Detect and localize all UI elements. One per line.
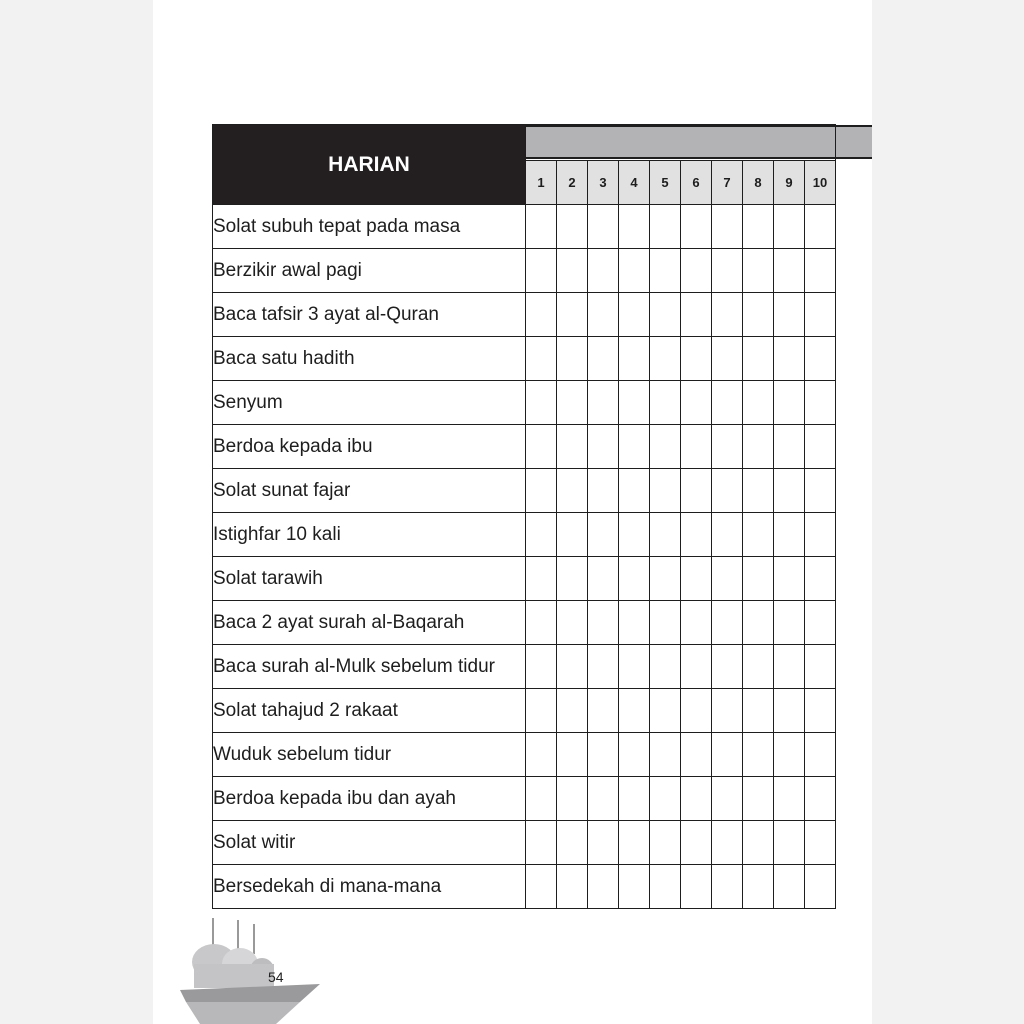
check-cell-day-10[interactable] <box>805 249 836 293</box>
day-header-1: 1 <box>526 161 557 205</box>
check-cell-day-5[interactable] <box>650 249 681 293</box>
check-cell-day-7[interactable] <box>712 865 743 909</box>
check-cell-day-7[interactable] <box>712 601 743 645</box>
check-cell-day-3[interactable] <box>588 821 619 865</box>
activity-label: Wuduk sebelum tidur <box>213 733 526 777</box>
check-cell-day-7[interactable] <box>712 249 743 293</box>
activity-label: Berdoa kepada ibu dan ayah <box>213 777 526 821</box>
check-cell-day-9[interactable] <box>774 777 805 821</box>
check-cell-day-7[interactable] <box>712 645 743 689</box>
check-cell-day-10[interactable] <box>805 469 836 513</box>
check-cell-day-2[interactable] <box>557 381 588 425</box>
activity-label: Solat tahajud 2 rakaat <box>213 689 526 733</box>
check-cell-day-4[interactable] <box>619 557 650 601</box>
check-cell-day-4[interactable] <box>619 689 650 733</box>
check-cell-day-10[interactable] <box>805 733 836 777</box>
check-cell-day-5[interactable] <box>650 821 681 865</box>
check-cell-day-5[interactable] <box>650 865 681 909</box>
check-cell-day-1[interactable] <box>526 425 557 469</box>
check-cell-day-2[interactable] <box>557 469 588 513</box>
check-cell-day-5[interactable] <box>650 381 681 425</box>
check-cell-day-3[interactable] <box>588 645 619 689</box>
table-row <box>213 821 836 865</box>
check-cell-day-4[interactable] <box>619 601 650 645</box>
check-cell-day-6[interactable] <box>681 689 712 733</box>
day-header-9: 9 <box>774 161 805 205</box>
check-cell-day-10[interactable] <box>805 205 836 249</box>
check-cell-day-5[interactable] <box>650 777 681 821</box>
check-cell-day-2[interactable] <box>557 733 588 777</box>
check-cell-day-1[interactable] <box>526 689 557 733</box>
table-row <box>213 557 836 601</box>
check-cell-day-1[interactable] <box>526 249 557 293</box>
table-row <box>213 469 836 513</box>
check-cell-day-2[interactable] <box>557 821 588 865</box>
check-cell-day-4[interactable] <box>619 821 650 865</box>
check-cell-day-8[interactable] <box>743 337 774 381</box>
page-number: 54 <box>268 969 284 985</box>
check-cell-day-2[interactable] <box>557 249 588 293</box>
table-row <box>213 645 836 689</box>
check-cell-day-7[interactable] <box>712 425 743 469</box>
check-cell-day-7[interactable] <box>712 777 743 821</box>
check-cell-day-10[interactable] <box>805 645 836 689</box>
check-cell-day-2[interactable] <box>557 557 588 601</box>
check-cell-day-9[interactable] <box>774 733 805 777</box>
check-cell-day-10[interactable] <box>805 601 836 645</box>
check-cell-day-2[interactable] <box>557 205 588 249</box>
activity-label: Berzikir awal pagi <box>213 249 526 293</box>
check-cell-day-1[interactable] <box>526 293 557 337</box>
check-cell-day-5[interactable] <box>650 293 681 337</box>
table-row <box>213 293 836 337</box>
table-row <box>213 733 836 777</box>
check-cell-day-10[interactable] <box>805 337 836 381</box>
check-cell-day-10[interactable] <box>805 865 836 909</box>
activity-label: Berdoa kepada ibu <box>213 425 526 469</box>
check-cell-day-5[interactable] <box>650 689 681 733</box>
check-cell-day-5[interactable] <box>650 513 681 557</box>
check-cell-day-10[interactable] <box>805 777 836 821</box>
activity-label: Solat witir <box>213 821 526 865</box>
check-cell-day-8[interactable] <box>743 821 774 865</box>
check-cell-day-7[interactable] <box>712 557 743 601</box>
check-cell-day-10[interactable] <box>805 293 836 337</box>
check-cell-day-9[interactable] <box>774 425 805 469</box>
check-cell-day-6[interactable] <box>681 205 712 249</box>
check-cell-day-8[interactable] <box>743 865 774 909</box>
check-cell-day-4[interactable] <box>619 205 650 249</box>
check-cell-day-5[interactable] <box>650 469 681 513</box>
check-cell-day-8[interactable] <box>743 425 774 469</box>
check-cell-day-6[interactable] <box>681 469 712 513</box>
activity-label: Senyum <box>213 381 526 425</box>
check-cell-day-1[interactable] <box>526 733 557 777</box>
check-cell-day-2[interactable] <box>557 865 588 909</box>
check-cell-day-3[interactable] <box>588 205 619 249</box>
table-row <box>213 249 836 293</box>
check-cell-day-7[interactable] <box>712 469 743 513</box>
activity-label: Baca satu hadith <box>213 337 526 381</box>
check-cell-day-1[interactable] <box>526 381 557 425</box>
mosque-icon <box>180 918 320 1024</box>
check-cell-day-9[interactable] <box>774 821 805 865</box>
check-cell-day-9[interactable] <box>774 601 805 645</box>
check-cell-day-3[interactable] <box>588 601 619 645</box>
check-cell-day-1[interactable] <box>526 557 557 601</box>
activity-label: Bersedekah di mana-mana <box>213 865 526 909</box>
check-cell-day-8[interactable] <box>743 293 774 337</box>
check-cell-day-5[interactable] <box>650 601 681 645</box>
check-cell-day-5[interactable] <box>650 425 681 469</box>
check-cell-day-2[interactable] <box>557 513 588 557</box>
activity-label: Solat tarawih <box>213 557 526 601</box>
table-row <box>213 777 836 821</box>
day-header-7: 7 <box>712 161 743 205</box>
check-cell-day-10[interactable] <box>805 557 836 601</box>
check-cell-day-6[interactable] <box>681 249 712 293</box>
check-cell-day-6[interactable] <box>681 733 712 777</box>
check-cell-day-4[interactable] <box>619 337 650 381</box>
header-gap <box>526 125 836 161</box>
check-cell-day-3[interactable] <box>588 777 619 821</box>
table-row <box>213 865 836 909</box>
check-cell-day-3[interactable] <box>588 513 619 557</box>
day-header-3: 3 <box>588 161 619 205</box>
check-cell-day-1[interactable] <box>526 777 557 821</box>
check-cell-day-5[interactable] <box>650 733 681 777</box>
table-header-row-top <box>213 125 836 161</box>
check-cell-day-3[interactable] <box>588 689 619 733</box>
check-cell-day-6[interactable] <box>681 821 712 865</box>
check-cell-day-5[interactable] <box>650 337 681 381</box>
check-cell-day-8[interactable] <box>743 689 774 733</box>
check-cell-day-1[interactable] <box>526 337 557 381</box>
check-cell-day-8[interactable] <box>743 469 774 513</box>
check-cell-day-3[interactable] <box>588 865 619 909</box>
check-cell-day-9[interactable] <box>774 865 805 909</box>
check-cell-day-3[interactable] <box>588 249 619 293</box>
check-cell-day-2[interactable] <box>557 425 588 469</box>
check-cell-day-8[interactable] <box>743 205 774 249</box>
check-cell-day-6[interactable] <box>681 865 712 909</box>
check-cell-day-4[interactable] <box>619 865 650 909</box>
check-cell-day-6[interactable] <box>681 293 712 337</box>
day-header-5: 5 <box>650 161 681 205</box>
check-cell-day-4[interactable] <box>619 293 650 337</box>
check-cell-day-3[interactable] <box>588 425 619 469</box>
activity-label: Solat subuh tepat pada masa <box>213 205 526 249</box>
check-cell-day-4[interactable] <box>619 425 650 469</box>
check-cell-day-8[interactable] <box>743 513 774 557</box>
day-header-6: 6 <box>681 161 712 205</box>
table-title: HARIAN <box>213 125 526 205</box>
check-cell-day-7[interactable] <box>712 293 743 337</box>
table-row <box>213 513 836 557</box>
day-header-4: 4 <box>619 161 650 205</box>
check-cell-day-9[interactable] <box>774 293 805 337</box>
check-cell-day-8[interactable] <box>743 601 774 645</box>
daily-tracker-table <box>212 124 836 909</box>
table-row <box>213 689 836 733</box>
check-cell-day-6[interactable] <box>681 601 712 645</box>
check-cell-day-7[interactable] <box>712 381 743 425</box>
check-cell-day-10[interactable] <box>805 381 836 425</box>
check-cell-day-8[interactable] <box>743 645 774 689</box>
check-cell-day-2[interactable] <box>557 293 588 337</box>
check-cell-day-2[interactable] <box>557 689 588 733</box>
check-cell-day-4[interactable] <box>619 777 650 821</box>
check-cell-day-10[interactable] <box>805 425 836 469</box>
check-cell-day-8[interactable] <box>743 733 774 777</box>
table-row <box>213 337 836 381</box>
check-cell-day-2[interactable] <box>557 601 588 645</box>
check-cell-day-7[interactable] <box>712 205 743 249</box>
check-cell-day-7[interactable] <box>712 513 743 557</box>
check-cell-day-6[interactable] <box>681 645 712 689</box>
check-cell-day-1[interactable] <box>526 645 557 689</box>
check-cell-day-1[interactable] <box>526 601 557 645</box>
check-cell-day-9[interactable] <box>774 513 805 557</box>
check-cell-day-3[interactable] <box>588 557 619 601</box>
check-cell-day-2[interactable] <box>557 777 588 821</box>
check-cell-day-3[interactable] <box>588 337 619 381</box>
check-cell-day-9[interactable] <box>774 469 805 513</box>
check-cell-day-7[interactable] <box>712 337 743 381</box>
table-row <box>213 425 836 469</box>
check-cell-day-3[interactable] <box>588 469 619 513</box>
check-cell-day-1[interactable] <box>526 821 557 865</box>
check-cell-day-9[interactable] <box>774 381 805 425</box>
check-cell-day-10[interactable] <box>805 689 836 733</box>
check-cell-day-3[interactable] <box>588 293 619 337</box>
check-cell-day-7[interactable] <box>712 689 743 733</box>
check-cell-day-8[interactable] <box>743 557 774 601</box>
check-cell-day-1[interactable] <box>526 205 557 249</box>
check-cell-day-8[interactable] <box>743 777 774 821</box>
check-cell-day-9[interactable] <box>774 337 805 381</box>
check-cell-day-4[interactable] <box>619 469 650 513</box>
table-row <box>213 601 836 645</box>
activity-label: Baca 2 ayat surah al-Baqarah <box>213 601 526 645</box>
check-cell-day-9[interactable] <box>774 557 805 601</box>
day-header-8: 8 <box>743 161 774 205</box>
check-cell-day-4[interactable] <box>619 249 650 293</box>
activity-label: Baca tafsir 3 ayat al-Quran <box>213 293 526 337</box>
check-cell-day-5[interactable] <box>650 557 681 601</box>
day-header-2: 2 <box>557 161 588 205</box>
check-cell-day-1[interactable] <box>526 865 557 909</box>
check-cell-day-9[interactable] <box>774 645 805 689</box>
check-cell-day-6[interactable] <box>681 513 712 557</box>
check-cell-day-6[interactable] <box>681 777 712 821</box>
check-cell-day-10[interactable] <box>805 821 836 865</box>
check-cell-day-1[interactable] <box>526 469 557 513</box>
check-cell-day-1[interactable] <box>526 513 557 557</box>
check-cell-day-4[interactable] <box>619 645 650 689</box>
check-cell-day-2[interactable] <box>557 337 588 381</box>
activity-label: Baca surah al-Mulk sebelum tidur <box>213 645 526 689</box>
check-cell-day-5[interactable] <box>650 645 681 689</box>
check-cell-day-7[interactable] <box>712 821 743 865</box>
check-cell-day-6[interactable] <box>681 381 712 425</box>
check-cell-day-4[interactable] <box>619 733 650 777</box>
check-cell-day-6[interactable] <box>681 337 712 381</box>
day-header-10: 10 <box>805 161 836 205</box>
activity-rows <box>213 205 836 909</box>
activity-label: Istighfar 10 kali <box>213 513 526 557</box>
check-cell-day-8[interactable] <box>743 381 774 425</box>
check-cell-day-7[interactable] <box>712 733 743 777</box>
check-cell-day-2[interactable] <box>557 645 588 689</box>
check-cell-day-10[interactable] <box>805 513 836 557</box>
activity-label: Solat sunat fajar <box>213 469 526 513</box>
check-cell-day-6[interactable] <box>681 425 712 469</box>
check-cell-day-8[interactable] <box>743 249 774 293</box>
check-cell-day-4[interactable] <box>619 513 650 557</box>
check-cell-day-9[interactable] <box>774 689 805 733</box>
table-row <box>213 381 836 425</box>
check-cell-day-5[interactable] <box>650 205 681 249</box>
check-cell-day-3[interactable] <box>588 381 619 425</box>
check-cell-day-4[interactable] <box>619 381 650 425</box>
table-row <box>213 205 836 249</box>
check-cell-day-6[interactable] <box>681 557 712 601</box>
check-cell-day-9[interactable] <box>774 205 805 249</box>
check-cell-day-9[interactable] <box>774 249 805 293</box>
check-cell-day-3[interactable] <box>588 733 619 777</box>
